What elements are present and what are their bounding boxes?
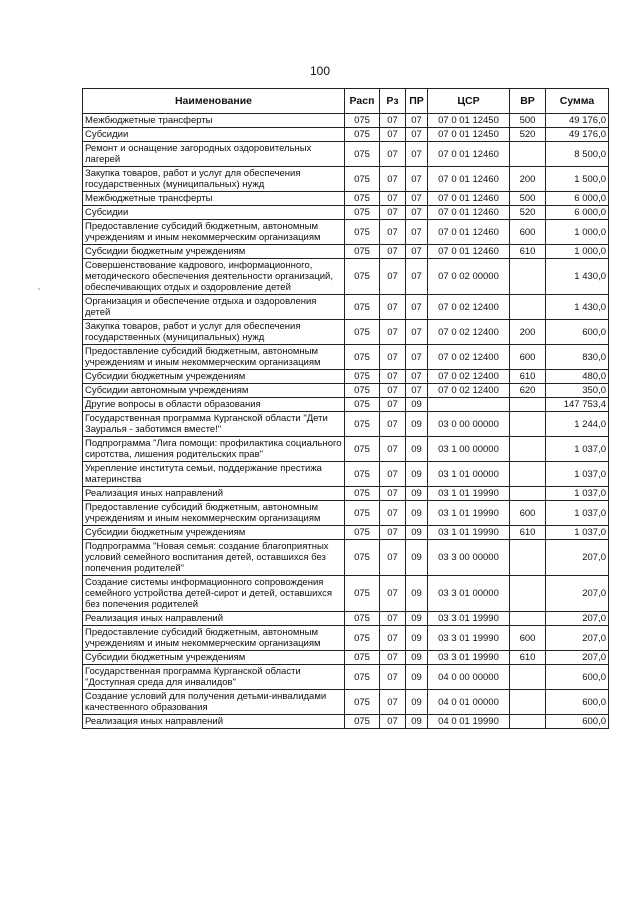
row-rasp-cell: 075 [345, 295, 380, 320]
table-row [83, 651, 609, 665]
row-rz-cell: 07 [380, 142, 406, 167]
row-rasp-cell: 075 [345, 626, 380, 651]
row-pr-cell: 09 [406, 690, 428, 715]
header-row [83, 89, 609, 114]
row-vr-cell: 620 [510, 384, 546, 398]
row-rasp-cell: 075 [345, 259, 380, 295]
row-sum-cell: 147 753,4 [546, 398, 609, 412]
row-rasp-cell: 075 [345, 487, 380, 501]
row-csr-cell: 03 3 01 19990 [428, 612, 510, 626]
row-vr-cell: 600 [510, 220, 546, 245]
row-pr-cell: 07 [406, 295, 428, 320]
row-pr-cell: 07 [406, 370, 428, 384]
row-sum-cell: 1 037,0 [546, 462, 609, 487]
header-vr: ВР [510, 89, 546, 114]
table-row [83, 128, 609, 142]
row-sum-cell: 207,0 [546, 626, 609, 651]
header-name: Наименование [83, 89, 345, 114]
row-pr-cell: 09 [406, 651, 428, 665]
row-pr-cell: 09 [406, 501, 428, 526]
row-vr-cell [510, 295, 546, 320]
row-rasp-cell: 075 [345, 462, 380, 487]
row-rz-cell: 07 [380, 540, 406, 576]
row-csr-cell: 07 0 02 12400 [428, 320, 510, 345]
table-row [83, 167, 609, 192]
row-sum-cell: 1 037,0 [546, 487, 609, 501]
table-row [83, 142, 609, 167]
row-name-cell: Субсидии [83, 206, 345, 220]
row-vr-cell [510, 259, 546, 295]
row-sum-cell: 1 037,0 [546, 437, 609, 462]
row-csr-cell: 07 0 01 12460 [428, 142, 510, 167]
row-rz-cell: 07 [380, 114, 406, 128]
table-row [83, 295, 609, 320]
row-csr-cell [428, 398, 510, 412]
row-rz-cell: 07 [380, 665, 406, 690]
row-csr-cell: 04 0 01 19990 [428, 715, 510, 729]
row-rasp-cell: 075 [345, 501, 380, 526]
row-rasp-cell: 075 [345, 384, 380, 398]
row-csr-cell: 07 0 01 12460 [428, 167, 510, 192]
row-name-cell: Ремонт и оснащение загородных оздоровительных лагерей [83, 142, 345, 167]
row-rasp-cell: 075 [345, 114, 380, 128]
row-pr-cell: 07 [406, 259, 428, 295]
row-pr-cell: 07 [406, 142, 428, 167]
row-name-cell: Организация и обеспечение отдыха и оздоровления детей [83, 295, 345, 320]
row-csr-cell: 07 0 02 12400 [428, 384, 510, 398]
row-pr-cell: 07 [406, 167, 428, 192]
table-row [83, 259, 609, 295]
table-row [83, 245, 609, 259]
table-row [83, 320, 609, 345]
row-pr-cell: 07 [406, 220, 428, 245]
row-name-cell: Укрепление института семьи, поддержание престижа материнства [83, 462, 345, 487]
table-row [83, 462, 609, 487]
row-vr-cell: 200 [510, 320, 546, 345]
row-rasp-cell: 075 [345, 192, 380, 206]
row-csr-cell: 04 0 01 00000 [428, 690, 510, 715]
row-rz-cell: 07 [380, 345, 406, 370]
table-row [83, 437, 609, 462]
row-csr-cell: 07 0 01 12460 [428, 220, 510, 245]
row-sum-cell: 8 500,0 [546, 142, 609, 167]
row-pr-cell: 09 [406, 398, 428, 412]
row-vr-cell [510, 576, 546, 612]
row-sum-cell: 480,0 [546, 370, 609, 384]
table-row [83, 665, 609, 690]
row-rz-cell: 07 [380, 167, 406, 192]
row-csr-cell: 07 0 01 12450 [428, 128, 510, 142]
row-rz-cell: 07 [380, 690, 406, 715]
row-vr-cell [510, 398, 546, 412]
header-rz: Рз [380, 89, 406, 114]
row-rasp-cell: 075 [345, 167, 380, 192]
row-name-cell: Совершенствование кадрового, информационного, методического обеспечения деятельности организаций, обеспечивающих отдых и оздоровление детей [83, 259, 345, 295]
row-name-cell: Субсидии автономным учреждениям [83, 384, 345, 398]
row-vr-cell: 500 [510, 192, 546, 206]
row-name-cell: Реализация иных направлений [83, 715, 345, 729]
row-csr-cell: 03 1 01 19990 [428, 526, 510, 540]
row-name-cell: Межбюджетные трансферты [83, 192, 345, 206]
row-vr-cell [510, 715, 546, 729]
row-rasp-cell: 075 [345, 370, 380, 384]
row-csr-cell: 03 0 00 00000 [428, 412, 510, 437]
row-pr-cell: 07 [406, 345, 428, 370]
row-rz-cell: 07 [380, 370, 406, 384]
row-csr-cell: 07 0 01 12460 [428, 192, 510, 206]
row-sum-cell: 600,0 [546, 690, 609, 715]
row-csr-cell: 07 0 01 12450 [428, 114, 510, 128]
row-csr-cell: 03 1 01 19990 [428, 487, 510, 501]
row-rasp-cell: 075 [345, 612, 380, 626]
row-rz-cell: 07 [380, 715, 406, 729]
row-pr-cell: 07 [406, 320, 428, 345]
row-sum-cell: 600,0 [546, 665, 609, 690]
row-rz-cell: 07 [380, 128, 406, 142]
table-row [83, 345, 609, 370]
row-rz-cell: 07 [380, 501, 406, 526]
row-rasp-cell: 075 [345, 412, 380, 437]
row-sum-cell: 207,0 [546, 612, 609, 626]
row-pr-cell: 07 [406, 192, 428, 206]
row-sum-cell: 600,0 [546, 715, 609, 729]
table-row [83, 612, 609, 626]
table-row [83, 220, 609, 245]
row-vr-cell: 600 [510, 345, 546, 370]
row-pr-cell: 07 [406, 128, 428, 142]
row-name-cell: Предоставление субсидий бюджетным, автономным учреждениям и иным некоммерческим организациям [83, 501, 345, 526]
row-rz-cell: 07 [380, 206, 406, 220]
table-row [83, 192, 609, 206]
row-sum-cell: 207,0 [546, 576, 609, 612]
row-vr-cell [510, 142, 546, 167]
row-rz-cell: 07 [380, 462, 406, 487]
row-rasp-cell: 075 [345, 651, 380, 665]
row-rz-cell: 07 [380, 651, 406, 665]
row-rz-cell: 07 [380, 384, 406, 398]
row-rz-cell: 07 [380, 245, 406, 259]
row-rz-cell: 07 [380, 612, 406, 626]
row-pr-cell: 09 [406, 715, 428, 729]
row-sum-cell: 49 176,0 [546, 128, 609, 142]
header-pr: ПР [406, 89, 428, 114]
row-rasp-cell: 075 [345, 398, 380, 412]
row-rasp-cell: 075 [345, 690, 380, 715]
row-rasp-cell: 075 [345, 142, 380, 167]
row-rz-cell: 07 [380, 192, 406, 206]
row-name-cell: Подпрограмма "Новая семья: создание благоприятных условий семейного воспитания детей, оставшихся без попечения родителей" [83, 540, 345, 576]
row-name-cell: Подпрограмма "Лига помощи: профилактика социального сиротства, лишения родительских прав" [83, 437, 345, 462]
row-sum-cell: 207,0 [546, 651, 609, 665]
row-name-cell: Предоставление субсидий бюджетным, автономным учреждениям и иным некоммерческим организациям [83, 345, 345, 370]
row-name-cell: Создание условий для получения детьми-инвалидами качественного образования [83, 690, 345, 715]
row-pr-cell: 07 [406, 206, 428, 220]
table-row [83, 370, 609, 384]
budget-table [82, 88, 609, 729]
row-sum-cell: 1 500,0 [546, 167, 609, 192]
row-rasp-cell: 075 [345, 526, 380, 540]
row-vr-cell [510, 665, 546, 690]
row-name-cell: Субсидии бюджетным учреждениям [83, 651, 345, 665]
row-csr-cell: 03 1 01 00000 [428, 462, 510, 487]
row-csr-cell: 03 3 01 00000 [428, 576, 510, 612]
row-rz-cell: 07 [380, 259, 406, 295]
row-vr-cell: 200 [510, 167, 546, 192]
page-number: 100 [309, 64, 331, 78]
row-sum-cell: 1 037,0 [546, 526, 609, 540]
table-row [83, 398, 609, 412]
row-pr-cell: 07 [406, 245, 428, 259]
row-csr-cell: 07 0 01 12460 [428, 245, 510, 259]
row-sum-cell: 350,0 [546, 384, 609, 398]
row-pr-cell: 09 [406, 576, 428, 612]
row-vr-cell: 520 [510, 128, 546, 142]
row-vr-cell [510, 487, 546, 501]
row-csr-cell: 03 1 00 00000 [428, 437, 510, 462]
row-name-cell: Государственная программа Курганской области "Доступная среда для инвалидов" [83, 665, 345, 690]
row-name-cell: Закупка товаров, работ и услуг для обеспечения государственных (муниципальных) нужд [83, 167, 345, 192]
row-pr-cell: 09 [406, 412, 428, 437]
row-rz-cell: 07 [380, 487, 406, 501]
row-vr-cell: 520 [510, 206, 546, 220]
row-rasp-cell: 075 [345, 245, 380, 259]
row-sum-cell: 1 037,0 [546, 501, 609, 526]
row-sum-cell: 6 000,0 [546, 206, 609, 220]
row-sum-cell: 1 244,0 [546, 412, 609, 437]
row-vr-cell [510, 540, 546, 576]
row-name-cell: Государственная программа Курганской области "Дети Зауралья - заботимся вместе!" [83, 412, 345, 437]
row-rasp-cell: 075 [345, 345, 380, 370]
row-rz-cell: 07 [380, 295, 406, 320]
row-vr-cell: 610 [510, 526, 546, 540]
row-pr-cell: 09 [406, 665, 428, 690]
row-vr-cell: 500 [510, 114, 546, 128]
row-rz-cell: 07 [380, 437, 406, 462]
row-pr-cell: 09 [406, 626, 428, 651]
table-row [83, 576, 609, 612]
row-name-cell: Субсидии [83, 128, 345, 142]
row-name-cell: Закупка товаров, работ и услуг для обеспечения государственных (муниципальных) нужд [83, 320, 345, 345]
row-name-cell: Субсидии бюджетным учреждениям [83, 370, 345, 384]
table-row [83, 501, 609, 526]
table-row [83, 114, 609, 128]
row-name-cell: Межбюджетные трансферты [83, 114, 345, 128]
row-pr-cell: 07 [406, 114, 428, 128]
row-sum-cell: 600,0 [546, 320, 609, 345]
row-name-cell: Создание системы информационного сопровождения семейного устройства детей-сирот и детей, оставшихся без попечения родителей [83, 576, 345, 612]
row-name-cell: Предоставление субсидий бюджетным, автономным учреждениям и иным некоммерческим организациям [83, 220, 345, 245]
row-sum-cell: 1 000,0 [546, 245, 609, 259]
row-csr-cell: 03 3 00 00000 [428, 540, 510, 576]
table-row [83, 487, 609, 501]
table-row [83, 384, 609, 398]
row-rasp-cell: 075 [345, 206, 380, 220]
row-sum-cell: 1 430,0 [546, 295, 609, 320]
row-vr-cell [510, 690, 546, 715]
table-row [83, 412, 609, 437]
table-row [83, 526, 609, 540]
row-rz-cell: 07 [380, 412, 406, 437]
row-name-cell: Другие вопросы в области образования [83, 398, 345, 412]
row-sum-cell: 1 000,0 [546, 220, 609, 245]
row-csr-cell: 07 0 02 12400 [428, 345, 510, 370]
row-rz-cell: 07 [380, 320, 406, 345]
row-pr-cell: 09 [406, 487, 428, 501]
row-name-cell: Субсидии бюджетным учреждениям [83, 526, 345, 540]
row-csr-cell: 07 0 02 12400 [428, 295, 510, 320]
row-rasp-cell: 075 [345, 220, 380, 245]
row-vr-cell [510, 412, 546, 437]
row-rasp-cell: 075 [345, 320, 380, 345]
row-sum-cell: 6 000,0 [546, 192, 609, 206]
table-row [83, 715, 609, 729]
row-rasp-cell: 075 [345, 715, 380, 729]
row-rz-cell: 07 [380, 398, 406, 412]
row-pr-cell: 09 [406, 437, 428, 462]
row-rasp-cell: 075 [345, 437, 380, 462]
row-vr-cell: 600 [510, 626, 546, 651]
row-csr-cell: 03 3 01 19990 [428, 626, 510, 651]
row-vr-cell: 600 [510, 501, 546, 526]
row-sum-cell: 830,0 [546, 345, 609, 370]
scan-speck [38, 288, 40, 290]
row-sum-cell: 207,0 [546, 540, 609, 576]
table-row [83, 626, 609, 651]
row-rz-cell: 07 [380, 526, 406, 540]
row-name-cell: Реализация иных направлений [83, 612, 345, 626]
row-sum-cell: 49 176,0 [546, 114, 609, 128]
header-csr: ЦСР [428, 89, 510, 114]
row-sum-cell: 1 430,0 [546, 259, 609, 295]
row-name-cell: Субсидии бюджетным учреждениям [83, 245, 345, 259]
row-rz-cell: 07 [380, 576, 406, 612]
row-csr-cell: 07 0 02 00000 [428, 259, 510, 295]
row-csr-cell: 07 0 01 12460 [428, 206, 510, 220]
row-rz-cell: 07 [380, 220, 406, 245]
table-row [83, 690, 609, 715]
table-row [83, 540, 609, 576]
row-rasp-cell: 075 [345, 665, 380, 690]
row-vr-cell: 610 [510, 370, 546, 384]
row-csr-cell: 03 1 01 19990 [428, 501, 510, 526]
row-name-cell: Предоставление субсидий бюджетным, автономным учреждениям и иным некоммерческим организациям [83, 626, 345, 651]
row-vr-cell: 610 [510, 651, 546, 665]
row-vr-cell [510, 462, 546, 487]
row-name-cell: Реализация иных направлений [83, 487, 345, 501]
row-rz-cell: 07 [380, 626, 406, 651]
header-rasp: Расп [345, 89, 380, 114]
row-csr-cell: 04 0 00 00000 [428, 665, 510, 690]
row-rasp-cell: 075 [345, 576, 380, 612]
row-rasp-cell: 075 [345, 540, 380, 576]
row-csr-cell: 07 0 02 12400 [428, 370, 510, 384]
header-sum: Сумма [546, 89, 609, 114]
row-pr-cell: 09 [406, 540, 428, 576]
table-row [83, 206, 609, 220]
row-vr-cell [510, 612, 546, 626]
row-pr-cell: 09 [406, 462, 428, 487]
row-pr-cell: 09 [406, 526, 428, 540]
row-vr-cell [510, 437, 546, 462]
row-csr-cell: 03 3 01 19990 [428, 651, 510, 665]
row-pr-cell: 07 [406, 384, 428, 398]
row-pr-cell: 09 [406, 612, 428, 626]
row-vr-cell: 610 [510, 245, 546, 259]
table-body [83, 114, 609, 729]
row-rasp-cell: 075 [345, 128, 380, 142]
